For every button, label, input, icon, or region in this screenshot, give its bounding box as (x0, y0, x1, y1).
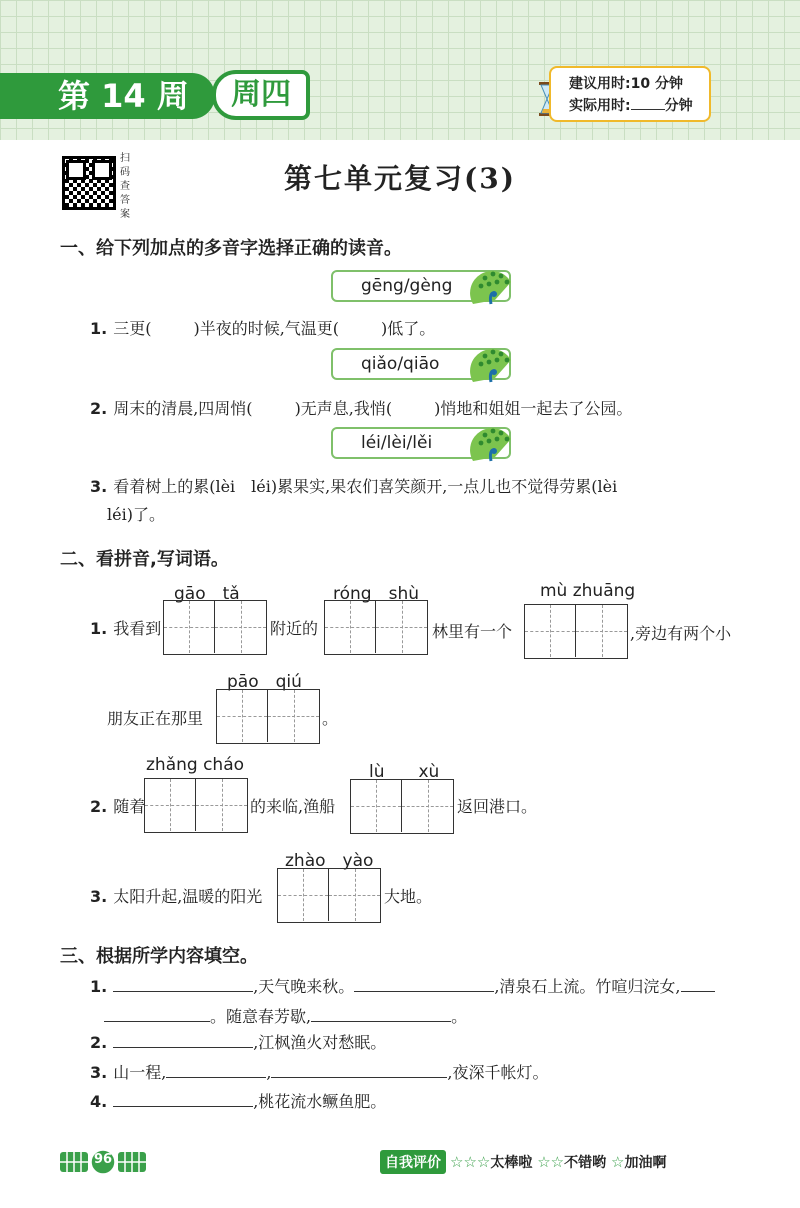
fill-blank[interactable] (113, 1091, 253, 1107)
s2-q3-start (90, 884, 262, 907)
actual-time-blank[interactable] (631, 96, 665, 110)
s2-q1-b: 附近的 (270, 619, 319, 638)
rating-2: 不错哟 (564, 1155, 607, 1171)
s3-l4-a: ,桃花流水鳜鱼肥。 (253, 1092, 387, 1111)
s2-q1-e: 朋友正在那里 (107, 709, 204, 728)
star-icon[interactable]: ☆☆☆ (450, 1153, 491, 1171)
s3-l1-d: 。 (451, 1007, 468, 1026)
s3-l1-b: ,清泉石上流。竹喧归浣女, (494, 977, 681, 996)
pinyin-box-3 (331, 427, 511, 459)
item-number: 1. (90, 977, 108, 996)
fill-blank[interactable] (354, 976, 494, 992)
s3-line-3 (90, 1060, 549, 1083)
fill-blank[interactable] (113, 976, 253, 992)
s3-line-2 (90, 1030, 386, 1053)
s1-item-1-c: )低了。 (381, 319, 436, 338)
star-icon[interactable]: ☆ (611, 1153, 625, 1171)
s3-line-1 (90, 974, 715, 997)
pinyin-box-1 (331, 270, 511, 302)
day-tab: 周四 (212, 70, 310, 120)
tian-grid-paoqiu[interactable] (216, 689, 320, 744)
s1-item-2-b: )无声息,我悄( (294, 399, 393, 418)
item-number: 3. (90, 477, 108, 496)
s1-item-1-a: 三更( (113, 319, 152, 338)
star-icon[interactable]: ☆☆ (537, 1153, 565, 1171)
rating-1: 太棒啦 (490, 1155, 533, 1171)
s3-line-4 (90, 1089, 386, 1112)
item-number: 2. (90, 1033, 108, 1052)
fill-blank[interactable] (104, 1006, 210, 1022)
s2-q1-d: ,旁边有两个小 (630, 624, 732, 643)
s1-item-1 (90, 316, 435, 339)
item-number: 4. (90, 1092, 108, 1111)
tian-grid-rongshu[interactable] (324, 600, 428, 655)
s2-q2-b: 的来临,渔船 (250, 797, 336, 816)
s3-l3-c: ,夜深千帐灯。 (447, 1063, 549, 1082)
peacock-icon (467, 421, 513, 463)
page-number: 96 (93, 1152, 113, 1167)
week-banner: 第 14 周 (0, 73, 215, 119)
section3-heading: 三、根据所学内容填空。 (60, 946, 258, 967)
tian-grid-gaota[interactable] (163, 600, 267, 655)
tian-grid-luxu[interactable] (350, 779, 454, 834)
s3-l2-a: ,江枫渔火对愁眠。 (253, 1033, 387, 1052)
section2-heading: 二、看拼音,写词语。 (60, 549, 229, 570)
actual-time-label: 实际用时: (569, 98, 631, 114)
pinyin-paoqiu: pāo qiú (227, 672, 302, 692)
s2-q2-a: 随着 (113, 797, 146, 816)
fill-blank[interactable] (113, 1032, 253, 1048)
s2-q2-c: 返回港口。 (457, 797, 538, 816)
tian-grid-zhaoyao[interactable] (277, 868, 381, 923)
pinyin-luxu: lù xù (369, 762, 440, 782)
s1-item-1-b: )半夜的时候,气温更( (193, 319, 340, 338)
actual-time (569, 95, 709, 117)
s3-l1-c: 。随意春芳歇, (210, 1007, 312, 1026)
fill-blank[interactable] (681, 976, 715, 992)
s2-q1-a: 我看到 (113, 619, 162, 638)
item-number: 3. (90, 887, 108, 906)
s2-q1-f: 。 (322, 709, 339, 728)
pinyin-options-2: qiǎo/qiāo (361, 354, 440, 374)
s2-q1-c: 林里有一个 (432, 622, 513, 641)
item-number: 2. (90, 399, 108, 418)
item-number: 2. (90, 797, 108, 816)
fill-blank[interactable] (166, 1062, 266, 1078)
s3-l3-a: 山一程, (113, 1063, 167, 1082)
peacock-icon (467, 342, 513, 384)
time-box (549, 66, 711, 122)
pinyin-muzhuang: mù zhuāng (540, 581, 636, 601)
s1-item-3 (90, 474, 617, 497)
qr-label: 扫码查答案 (120, 153, 130, 220)
pinyin-options-3: léi/lèi/lěi (361, 433, 433, 453)
pinyin-zhangchao: zhǎng cháo (146, 755, 245, 775)
s3-l1-a: ,天气晚来秋。 (253, 977, 355, 996)
s2-q3-b: 大地。 (384, 887, 433, 906)
fill-blank[interactable] (311, 1006, 451, 1022)
s2-q3-a: 太阳升起,温暖的阳光 (113, 887, 263, 906)
s3-l3-b: , (266, 1063, 272, 1082)
fill-blank[interactable] (271, 1062, 447, 1078)
s2-q2-start (90, 794, 145, 817)
s3-line-1-cont (104, 1004, 467, 1027)
rating-3: 加油啊 (624, 1155, 667, 1171)
actual-time-unit: 分钟 (664, 98, 693, 114)
peacock-icon (467, 264, 513, 306)
suggested-time: 建议用时:10 分钟 (569, 76, 683, 92)
tian-grid-muzhuang[interactable] (524, 604, 628, 659)
item-number: 1. (90, 319, 108, 338)
self-evaluation (380, 1150, 666, 1174)
s2-q1-start (90, 616, 161, 639)
pinyin-options-1: gēng/gèng (361, 276, 453, 296)
pinyin-box-2 (331, 348, 511, 380)
s1-item-3-a: 看着树上的累(lèi léi)累果实,果农们喜笑颜开,一点儿也不觉得劳累(lèi (113, 477, 618, 496)
tian-grid-zhangchao[interactable] (144, 778, 248, 833)
item-number: 1. (90, 619, 108, 638)
self-eval-label: 自我评价 (380, 1150, 446, 1174)
pinyin-gaota: gāo tǎ (174, 584, 240, 604)
page-title: 第七单元复习(3) (284, 162, 516, 195)
s1-item-2-c: )悄地和姐姐一起去了公园。 (434, 399, 633, 418)
s1-item-3-cont: léi)了。 (107, 505, 165, 524)
item-number: 3. (90, 1063, 108, 1082)
pinyin-zhaoyao: zhào yào (285, 851, 374, 871)
s1-item-2 (90, 396, 632, 419)
section1-heading: 一、给下列加点的多音字选择正确的读音。 (60, 238, 402, 259)
pinyin-rongshu: róng shù (333, 584, 419, 604)
s1-item-2-a: 周末的清晨,四周悄( (113, 399, 253, 418)
